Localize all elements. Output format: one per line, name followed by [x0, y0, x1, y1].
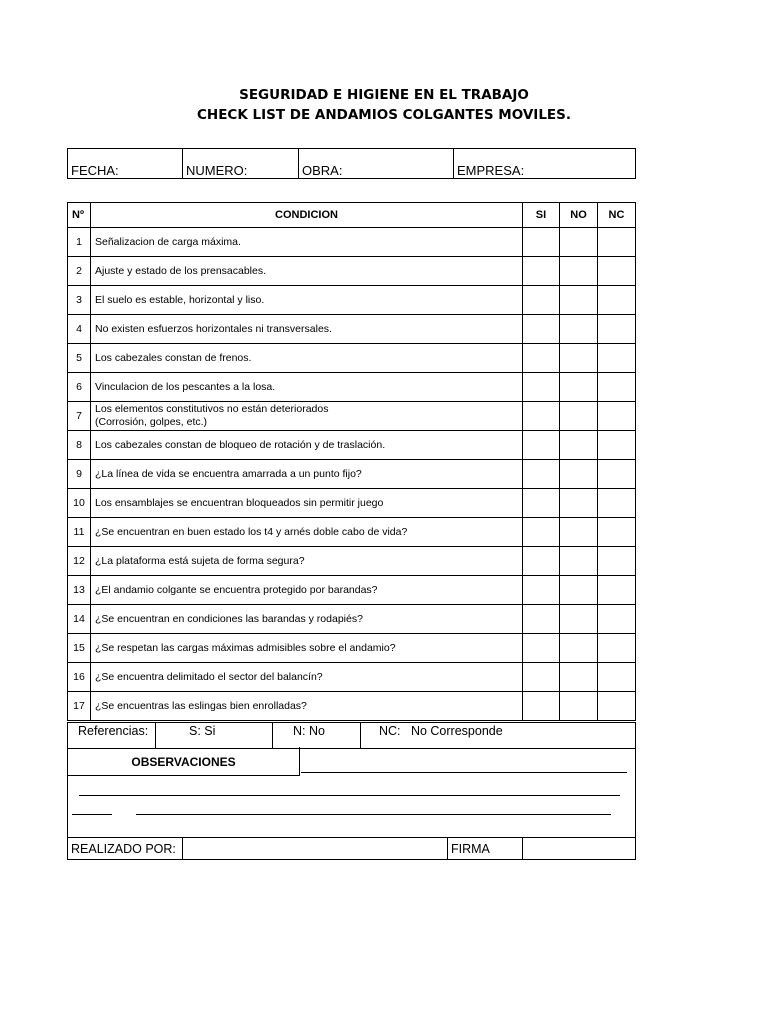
table-row — [68, 373, 636, 402]
table-row — [68, 431, 636, 460]
check-cell-no[interactable] — [560, 344, 598, 373]
check-cell-nc[interactable] — [598, 692, 636, 721]
condition-line: No existen esfuerzos horizontales ni transversales. — [95, 322, 332, 335]
check-cell-si[interactable] — [523, 576, 560, 605]
table-row — [68, 634, 636, 663]
check-cell-no[interactable] — [560, 489, 598, 518]
row-number: 13 — [68, 576, 91, 605]
reference-nc-code: NC: — [379, 724, 401, 738]
condition-text — [91, 576, 523, 605]
reference-no: N: No — [273, 723, 361, 749]
condition-text — [91, 431, 523, 460]
table-row — [68, 692, 636, 721]
check-cell-si[interactable] — [523, 634, 560, 663]
condition-text — [91, 315, 523, 344]
condition-text — [91, 286, 523, 315]
check-cell-no[interactable] — [560, 605, 598, 634]
condition-line: ¿Se respetan las cargas máximas admisibles sobre el andamio? — [95, 641, 396, 654]
check-cell-no[interactable] — [560, 576, 598, 605]
check-cell-no[interactable] — [560, 373, 598, 402]
condition-text — [91, 634, 523, 663]
condition-text — [91, 257, 523, 286]
firma-field[interactable] — [523, 838, 636, 860]
check-cell-nc[interactable] — [598, 228, 636, 257]
signature-row — [67, 837, 636, 860]
table-row — [68, 460, 636, 489]
check-cell-nc[interactable] — [598, 576, 636, 605]
obra-field[interactable]: OBRA: — [299, 149, 454, 179]
table-row — [68, 344, 636, 373]
condition-line: ¿Se encuentra delimitado el sector del balancín? — [95, 670, 323, 683]
check-cell-nc[interactable] — [598, 286, 636, 315]
row-number: 5 — [68, 344, 91, 373]
check-cell-si[interactable] — [523, 460, 560, 489]
check-cell-nc[interactable] — [598, 402, 636, 431]
table-header-row — [68, 203, 636, 228]
condition-text — [91, 547, 523, 576]
condition-text — [91, 489, 523, 518]
check-cell-no[interactable] — [560, 634, 598, 663]
condition-line: ¿El andamio colgante se encuentra protegido por barandas? — [95, 583, 378, 596]
row-number: 2 — [68, 257, 91, 286]
references-label: Referencias: — [68, 723, 156, 749]
condition-line: Señalizacion de carga máxima. — [95, 235, 241, 248]
condition-line: Ajuste y estado de los prensacables. — [95, 264, 267, 277]
reference-nc-text: No Corresponde — [410, 724, 503, 738]
condition-text — [91, 605, 523, 634]
condition-line: El suelo es estable, horizontal y liso. — [95, 293, 265, 306]
check-cell-no[interactable] — [560, 402, 598, 431]
check-cell-nc[interactable] — [598, 605, 636, 634]
condition-text — [91, 228, 523, 257]
condition-line-2: (Corrosión, golpes, etc.) — [95, 416, 208, 428]
document-subtitle: CHECK LIST DE ANDAMIOS COLGANTES MOVILES. — [197, 107, 571, 123]
numero-field[interactable]: NUMERO: — [183, 149, 299, 179]
check-cell-no[interactable] — [560, 431, 598, 460]
column-header-num: Nº — [68, 203, 91, 228]
column-header-condicion: CONDICION — [91, 203, 523, 228]
condition-line: Los cabezales constan de bloqueo de rotación y de traslación. — [95, 438, 386, 451]
header-fields — [67, 148, 636, 179]
reference-nc — [361, 723, 636, 749]
table-row — [68, 228, 636, 257]
check-cell-si[interactable] — [523, 547, 560, 576]
check-cell-si[interactable] — [523, 344, 560, 373]
condition-text — [91, 402, 523, 431]
observaciones-line-1[interactable] — [301, 772, 627, 773]
fecha-field[interactable]: FECHA: — [68, 149, 183, 179]
check-cell-nc[interactable] — [598, 373, 636, 402]
table-row — [68, 663, 636, 692]
row-number: 10 — [68, 489, 91, 518]
check-cell-nc[interactable] — [598, 634, 636, 663]
check-cell-si[interactable] — [523, 692, 560, 721]
check-cell-si[interactable] — [523, 402, 560, 431]
check-cell-no[interactable] — [560, 692, 598, 721]
row-number: 6 — [68, 373, 91, 402]
check-cell-no[interactable] — [560, 547, 598, 576]
check-cell-nc[interactable] — [598, 257, 636, 286]
empresa-field[interactable]: EMPRESA: — [454, 149, 636, 179]
observaciones-label: OBSERVACIONES — [68, 747, 300, 776]
row-number: 17 — [68, 692, 91, 721]
check-cell-si[interactable] — [523, 373, 560, 402]
row-number: 14 — [68, 605, 91, 634]
row-number: 16 — [68, 663, 91, 692]
row-number: 15 — [68, 634, 91, 663]
column-header-nc: NC — [598, 203, 636, 228]
references-row — [67, 722, 636, 749]
observaciones-section — [67, 747, 636, 838]
check-cell-nc[interactable] — [598, 518, 636, 547]
realizado-por-label: REALIZADO POR: — [68, 838, 183, 860]
table-row — [68, 286, 636, 315]
check-cell-nc[interactable] — [598, 547, 636, 576]
condition-text — [91, 663, 523, 692]
table-row — [68, 257, 636, 286]
observaciones-line-2[interactable] — [79, 795, 620, 796]
condition-line: ¿La línea de vida se encuentra amarrada a un punto fijo? — [95, 467, 362, 480]
row-number: 7 — [68, 402, 91, 431]
row-number: 4 — [68, 315, 91, 344]
condition-line: ¿Se encuentran en condiciones las barandas y rodapiés? — [95, 612, 363, 625]
table-row — [68, 315, 636, 344]
check-cell-nc[interactable] — [598, 344, 636, 373]
row-number: 12 — [68, 547, 91, 576]
check-cell-si[interactable] — [523, 257, 560, 286]
check-cell-si[interactable] — [523, 518, 560, 547]
check-cell-no[interactable] — [560, 228, 598, 257]
check-cell-no[interactable] — [560, 315, 598, 344]
check-cell-nc[interactable] — [598, 460, 636, 489]
condition-line: ¿La plataforma está sujeta de forma segura? — [95, 554, 305, 567]
check-cell-si[interactable] — [523, 315, 560, 344]
table-row — [68, 489, 636, 518]
check-cell-nc[interactable] — [598, 315, 636, 344]
condition-text — [91, 344, 523, 373]
condition-line: ¿Se encuentras las eslingas bien enrolladas? — [95, 699, 307, 712]
reference-si: S: Si — [156, 723, 273, 749]
check-cell-nc[interactable] — [598, 663, 636, 692]
check-cell-no[interactable] — [560, 663, 598, 692]
checklist-table — [67, 202, 636, 721]
column-header-no: NO — [560, 203, 598, 228]
check-cell-si[interactable] — [523, 663, 560, 692]
condition-text — [91, 373, 523, 402]
check-cell-nc[interactable] — [598, 489, 636, 518]
condition-text — [91, 692, 523, 721]
check-cell-si[interactable] — [523, 431, 560, 460]
row-number: 1 — [68, 228, 91, 257]
check-cell-no[interactable] — [560, 518, 598, 547]
condition-text — [91, 518, 523, 547]
condition-line: Los ensamblajes se encuentran bloqueados sin permitir juego — [95, 496, 384, 509]
check-cell-si[interactable] — [523, 286, 560, 315]
check-cell-no[interactable] — [560, 257, 598, 286]
check-cell-no[interactable] — [560, 460, 598, 489]
check-cell-no[interactable] — [560, 286, 598, 315]
condition-line: Los elementos constitutivos no están deteriorados — [95, 403, 329, 415]
table-row — [68, 576, 636, 605]
column-header-si: SI — [523, 203, 560, 228]
document-title: SEGURIDAD E HIGIENE EN EL TRABAJO — [239, 87, 529, 103]
check-cell-si[interactable] — [523, 489, 560, 518]
row-number: 3 — [68, 286, 91, 315]
row-number: 8 — [68, 431, 91, 460]
condition-text — [91, 460, 523, 489]
row-number: 9 — [68, 460, 91, 489]
check-cell-si[interactable] — [523, 605, 560, 634]
firma-label: FIRMA — [448, 838, 523, 860]
table-row — [68, 605, 636, 634]
row-number: 11 — [68, 518, 91, 547]
observaciones-line-3b[interactable] — [136, 814, 611, 815]
check-cell-si[interactable] — [523, 228, 560, 257]
condition-line: Los cabezales constan de frenos. — [95, 351, 252, 364]
check-cell-nc[interactable] — [598, 431, 636, 460]
table-row — [68, 402, 636, 431]
condition-line: ¿Se encuentran en buen estado los t4 y arnés doble cabo de vida? — [95, 525, 408, 538]
table-row — [68, 518, 636, 547]
observaciones-line-3a[interactable] — [72, 814, 112, 815]
condition-line: Vinculacion de los pescantes a la losa. — [95, 380, 276, 393]
realizado-por-field[interactable] — [183, 838, 448, 860]
table-row — [68, 547, 636, 576]
